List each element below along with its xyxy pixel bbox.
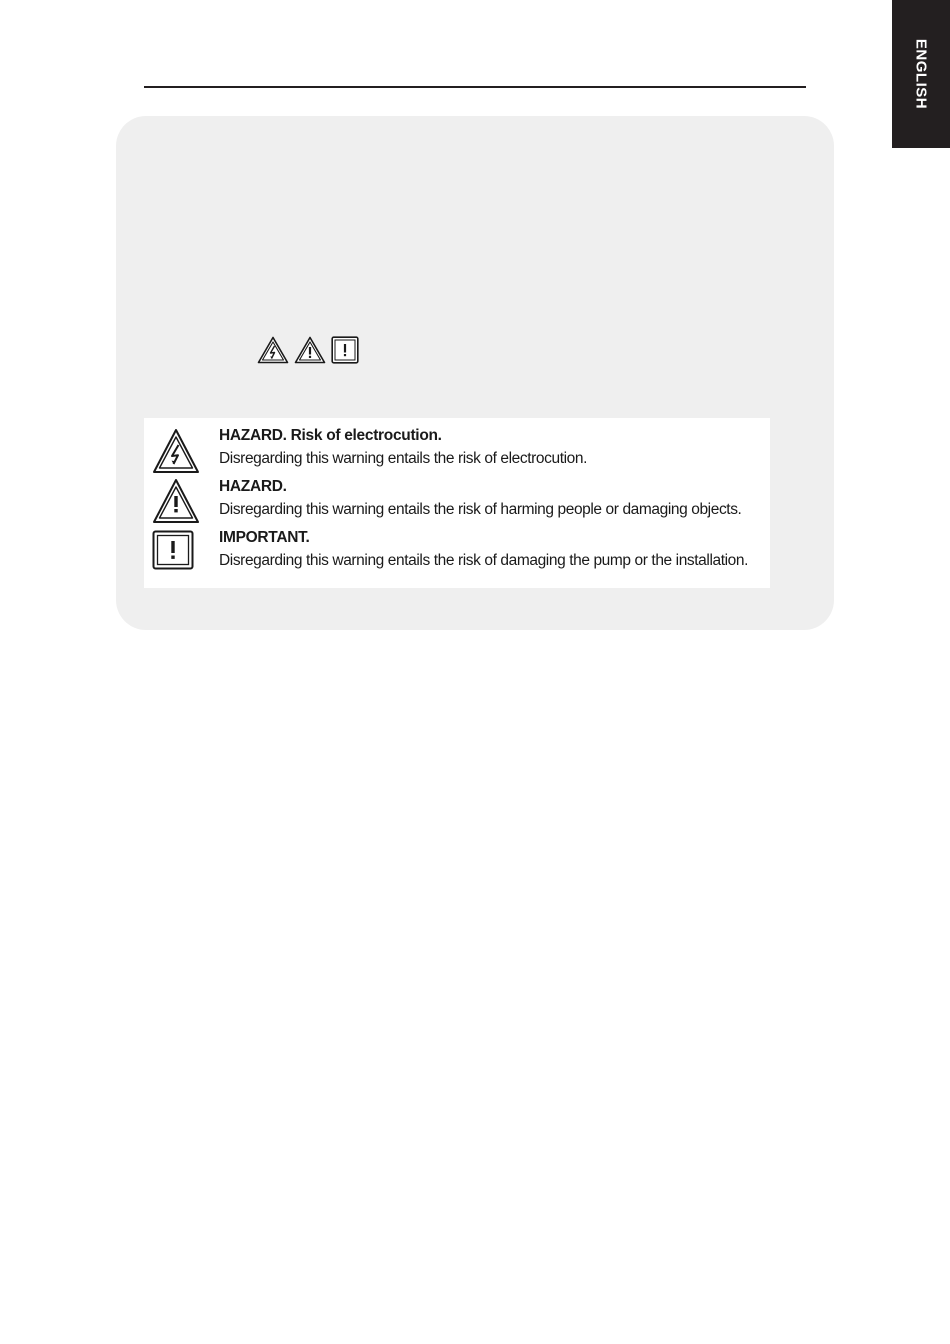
hazard-icon [152,478,200,529]
important-icon [331,336,359,369]
language-tab [892,0,950,148]
hazard-icon [294,336,326,369]
legend-description: Disregarding this warning entails the risk of electrocution. [219,450,587,467]
legend-description: Disregarding this warning entails the risk of damaging the pump or the installation. [219,552,749,569]
language-tab-label: ENGLISH [912,38,930,110]
electrocution-hazard-icon [257,336,289,369]
important-icon [152,530,194,575]
legend-description: Disregarding this warning entails the risk of harming people or damaging objects. [219,501,742,518]
header-rule [144,86,806,88]
legend-title: HAZARD. [219,478,287,495]
legend-title: HAZARD. Risk of electrocution. [219,427,442,444]
warning-symbols-legend [144,418,770,588]
legend-title: IMPORTANT. [219,529,310,546]
electrocution-hazard-icon [152,428,200,479]
inline-symbol-strip [257,336,359,369]
